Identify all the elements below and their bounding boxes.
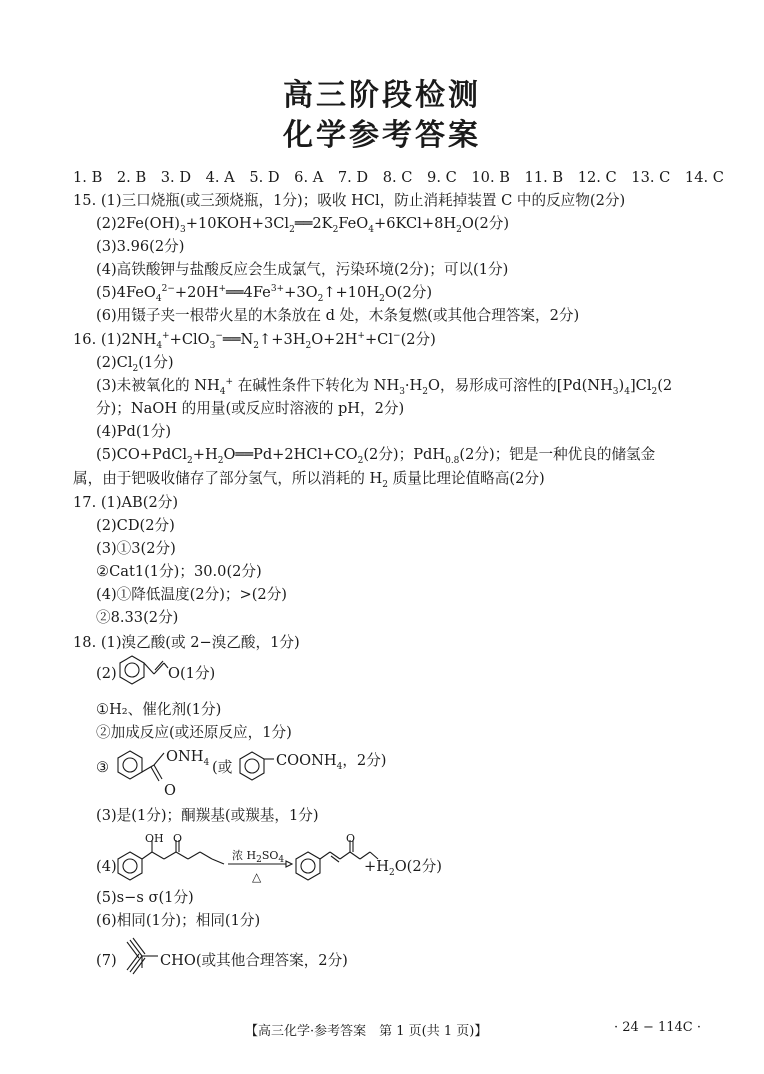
bond (200, 852, 212, 859)
q18-o-label-1: O (173, 832, 183, 845)
q16-part1: 16. $(1)2NH_4^++ClO_3^-══N_2↑+3H_2O+2H^++Cl^-(2$分) (73, 331, 436, 351)
bond (142, 852, 152, 859)
bond-to-o (154, 753, 164, 765)
q18-part2-2: ②加成反应(或还原反应，1分) (96, 724, 292, 741)
q17-part4: ②Cat1(1分)；30.0(2分) (96, 563, 262, 580)
q17-part3: (3)①3(2分) (96, 540, 176, 557)
carbonyl-b (151, 767, 159, 781)
q15-part4: (4)高铁酸钾与盐酸反应会生成氯气，污染环境(2分)；可以(1分) (96, 261, 509, 278)
q18-condition-heat: △ (252, 870, 262, 884)
q18-part3: (3)是(1分)；酮羰基(或羰基，1分) (96, 807, 319, 824)
bond (350, 852, 360, 859)
q18-part2-label: (2) (96, 665, 117, 682)
q15-part3: (3)3.96(2分) (96, 238, 185, 255)
benzene-ring (240, 752, 264, 780)
q18-condition-acid: 浓 $H_2SO_4$ (232, 849, 285, 866)
q17-part2: (2)CD(2分) (96, 517, 175, 534)
q18-part1: 18. (1)溴乙酸(或 2−溴乙酸，1分) (73, 634, 300, 651)
q18-part4-tail: $+H_2O(2$分) (364, 858, 442, 878)
q17-part1: 17. (1)AB(2分) (73, 494, 179, 511)
q18-part2-answer: O(1分) (168, 665, 216, 682)
q15-part2: $(2)2Fe(OH)_3+10KOH+3Cl_2══2K_2FeO_4+6KCl+8H_2O(2$分) (96, 215, 510, 235)
mcq-answers: 1. B 2. B 3. D 4. A 5. D 6. A 7. D 8. C 9. C 10. B 11. B 12. C 13. C 14. C (73, 169, 724, 186)
q17-part5: (4)①降低温度(2分)；>(2分) (96, 586, 287, 603)
double-bond-a (154, 663, 164, 674)
q18-part7-cho: CHO(或其他合理答案，2分) (160, 952, 348, 969)
q18-part7-label: (7) (96, 952, 117, 969)
title-line-2: 化学参考答案 (283, 118, 481, 153)
bond (176, 852, 188, 859)
q18-part4-label: (4) (96, 858, 117, 875)
q18-part5: (5)s−s σ(1分) (96, 889, 194, 906)
arrowhead (286, 861, 292, 867)
q16-part5: $(5)CO+PdCl_2+H_2O══Pd+2HCl+CO_2(2$分)；PdH$_{0.8}$(2分)；钯是一种优良的储氢金 (96, 446, 656, 466)
aromatic-circle (245, 759, 259, 773)
q18-onh4: $ONH_4$ (166, 748, 210, 768)
footer-page-info: 【高三化学·参考答案 第 1 页(共 1 页)】 (245, 1024, 488, 1039)
benzene-ring (118, 852, 142, 880)
benzene-ring (296, 852, 320, 880)
bond (340, 852, 350, 859)
carbonyl-a (154, 765, 162, 779)
q18-coonh4: $COONH_4$，2分) (276, 752, 387, 772)
aromatic-circle (301, 859, 315, 873)
q18-oh-label: OH (145, 832, 164, 845)
q15-part1: 15. (1)三口烧瓶(或三颈烧瓶，1分)；吸收 HCl，防止消耗掉装置 C 中的反应物(2分) (73, 192, 626, 209)
bond (188, 852, 200, 859)
bond (320, 852, 330, 859)
title-line-1: 高三阶段检测 (283, 78, 481, 113)
q16-part5-cont: 属，由于钯吸收储存了部分氢气，所以消耗的 $H_2$ 质量比理论值略高(2分) (73, 470, 545, 490)
q15-part5: $(5)4FeO_4^{2-}+20H^+══4Fe^{3+}+3O_2↑+10H_2O(2$分) (96, 284, 433, 304)
benzene-ring (120, 656, 144, 684)
q16-part2: $(2)Cl_2(1$分) (96, 354, 174, 374)
q15-part6: (6)用镊子夹一根带火星的木条放在 d 处，木条复燃(或其他合理答案，2分) (96, 307, 580, 324)
aromatic-circle (123, 859, 137, 873)
q18-or-text: (或 (212, 759, 233, 776)
q18-part7-structure (122, 932, 162, 978)
footer-code: · 24 − 114C · (614, 1020, 701, 1035)
q18-part2-3-label: ③ (96, 759, 110, 776)
benzene-ring (118, 751, 142, 779)
q18-part2-1: ①H₂、催化剂(1分) (96, 701, 222, 718)
double-bond-a (330, 852, 340, 859)
aromatic-circle (123, 758, 137, 772)
bond (144, 663, 154, 674)
aromatic-circle (125, 663, 139, 677)
q18-carbonyl-o: O (164, 782, 176, 799)
q17-part6: ②8.33(2分) (96, 609, 179, 626)
q18-part6: (6)相同(1分)；相同(1分) (96, 912, 261, 929)
q18-benzoate-ring (238, 748, 278, 788)
bond (164, 852, 176, 859)
q18-o-label-2: O (346, 832, 356, 845)
q16-part4: (4)Pd(1分) (96, 423, 172, 440)
bond (152, 852, 164, 859)
bond (212, 859, 224, 864)
q16-part3: (3)未被氧化的 $NH_4^+$ 在碱性条件下转化为 $NH_3\cdot H_2O$，易形成可溶性的$[Pd(NH_3)_4]Cl_2(2$ (96, 377, 673, 397)
q16-part3-cont: 分)；NaOH 的用量(或反应时溶液的 pH，2分) (96, 400, 405, 417)
